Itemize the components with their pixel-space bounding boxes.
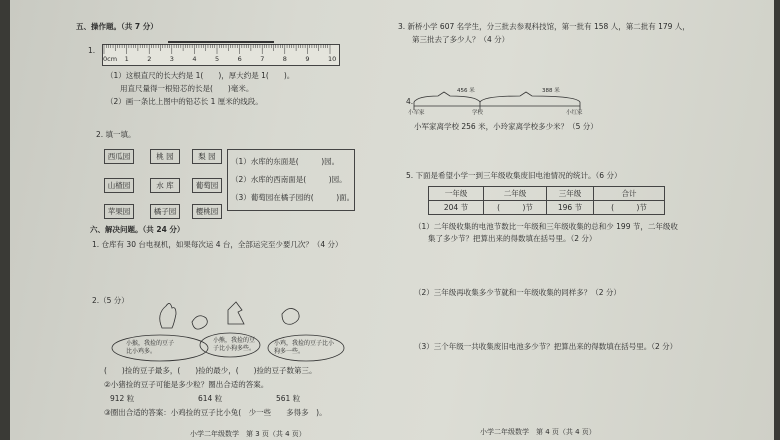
ruler-label: 10 <box>328 55 337 63</box>
ruler-label: 9 <box>305 55 310 63</box>
q1-line2: 用直尺量得一根铅芯的长是( )毫米。 <box>120 84 254 93</box>
ruler-label: 6 <box>237 55 242 63</box>
table-header: 合计 <box>593 186 665 201</box>
ruler-label: 8 <box>282 55 287 63</box>
ruler-ticks <box>102 44 338 64</box>
section5-title: 五、操作题。（共 7 分） <box>76 22 158 31</box>
q3: 3. 新桥小学 607 名学生，分三批去参观科技馆，第一批有 158 人，第二批有 179 人， <box>398 22 690 31</box>
table-cell: ( )节 <box>593 200 665 215</box>
label-home-xiaojun: 小军家 <box>408 110 425 116</box>
q5-2: （2）三年级再收集多少节就和一年级收集的同样多？（2 分） <box>414 288 621 297</box>
q2-title: 2. 填一填。 <box>96 130 136 139</box>
grid-cell: 梨 园 <box>192 149 222 164</box>
ruler-label: 5 <box>215 55 220 63</box>
exam-sheet <box>10 0 774 440</box>
q2-line3: ③圈出合适的答案：小鸡捡的豆子比小兔( 少一些 多得多 )。 <box>104 408 327 417</box>
s6-q1: 1. 仓库有 30 台电视机，如果每次运 4 台，全部运完至少要几次？（4 分） <box>92 240 343 249</box>
grid-cell: 山楂园 <box>104 178 134 193</box>
q5: 5. 下面是希望小学一到三年级收集废旧电池情况的统计。（6 分） <box>406 171 622 180</box>
table-cell: ( )节 <box>483 200 547 215</box>
section6-title: 六、解决问题。（共 24 分） <box>90 225 185 234</box>
label-home-xiaohong: 小红家 <box>566 110 583 116</box>
table-header: 三年级 <box>546 186 594 201</box>
grid-cell: 樱桃园 <box>192 204 222 219</box>
footer-right: 小学二年级数学 第 4 页（共 4 页） <box>480 428 596 436</box>
pencil-lead <box>168 38 274 46</box>
grid-cell: 橘子园 <box>150 204 180 219</box>
ruler-label: 2 <box>147 55 152 63</box>
table-header: 一年级 <box>428 186 484 201</box>
ruler-label: 1 <box>124 55 129 63</box>
q3-line2: 第三批去了多少人？（4 分） <box>412 35 510 44</box>
fill-line: （1）水库的东面是( )园。 <box>231 157 340 166</box>
bubble-monkey: 小猴，我捡的豆子比小鸡多。 <box>126 340 175 355</box>
table-cell: 204 节 <box>428 200 484 215</box>
label-school: 学校 <box>472 110 484 116</box>
q5-1-line2: 集了多少节？把算出来的得数填在括号里。（2 分） <box>428 234 597 243</box>
fill-line: （3）葡萄园在橘子园的( )面。 <box>231 193 355 202</box>
table-cell: 196 节 <box>546 200 594 215</box>
bubble-chick: 小鸡，我捡的豆子比小狗多一些。 <box>274 340 335 355</box>
q4-text: 小军家离学校 256 米，小玲家离学校多少米？（5 分） <box>414 122 598 131</box>
grid-cell: 水 库 <box>150 178 180 193</box>
option: 912 粒 <box>110 394 135 403</box>
footer-left: 小学二年级数学 第 3 页（共 4 页） <box>190 430 306 438</box>
option: 614 粒 <box>198 394 223 403</box>
q1-line3: （2）画一条比上图中的铅芯长 1 厘米的线段。 <box>106 97 263 106</box>
label-456: 456 米 <box>457 88 475 94</box>
grid-cell: 苹果园 <box>104 204 134 219</box>
option: 561 粒 <box>276 394 301 403</box>
grid-cell: 西瓜园 <box>104 149 134 164</box>
fill-line: （2）水库的西南面是( )园。 <box>231 175 347 184</box>
q2-line2: ②小猪捡的豆子可能是多少粒？圈出合适的答案。 <box>104 380 269 389</box>
label-388: 388 米 <box>542 88 560 94</box>
ruler-label: 3 <box>169 55 174 63</box>
q2-line1: ( )捡的豆子最多，( )捡的最少，( )捡的豆子数第三。 <box>104 366 317 375</box>
table-header: 二年级 <box>483 186 547 201</box>
q1-number: 1. <box>88 46 96 55</box>
q5-1: （1）二年级收集的电池节数比一年级和三年级收集的总和少 199 节，二年级收 <box>414 222 678 231</box>
q4-number: 4. <box>406 97 414 106</box>
ruler-label: 0cm <box>103 55 118 63</box>
ruler-label: 4 <box>192 55 197 63</box>
s6-q2: 2.（5 分） <box>92 296 129 305</box>
bubble-bear: 小熊，我捡的豆子比小狗多些。 <box>213 337 256 352</box>
ruler-label: 7 <box>260 55 265 63</box>
q1-line1: （1）这根直尺的长大约是 1( )，厚大约是 1( )。 <box>106 71 295 80</box>
grid-cell: 桃 园 <box>150 149 180 164</box>
q5-3: （3）三个年级一共收集废旧电池多少节？把算出来的得数填在括号里。（2 分） <box>414 342 678 351</box>
grid-cell: 葡萄园 <box>192 178 222 193</box>
